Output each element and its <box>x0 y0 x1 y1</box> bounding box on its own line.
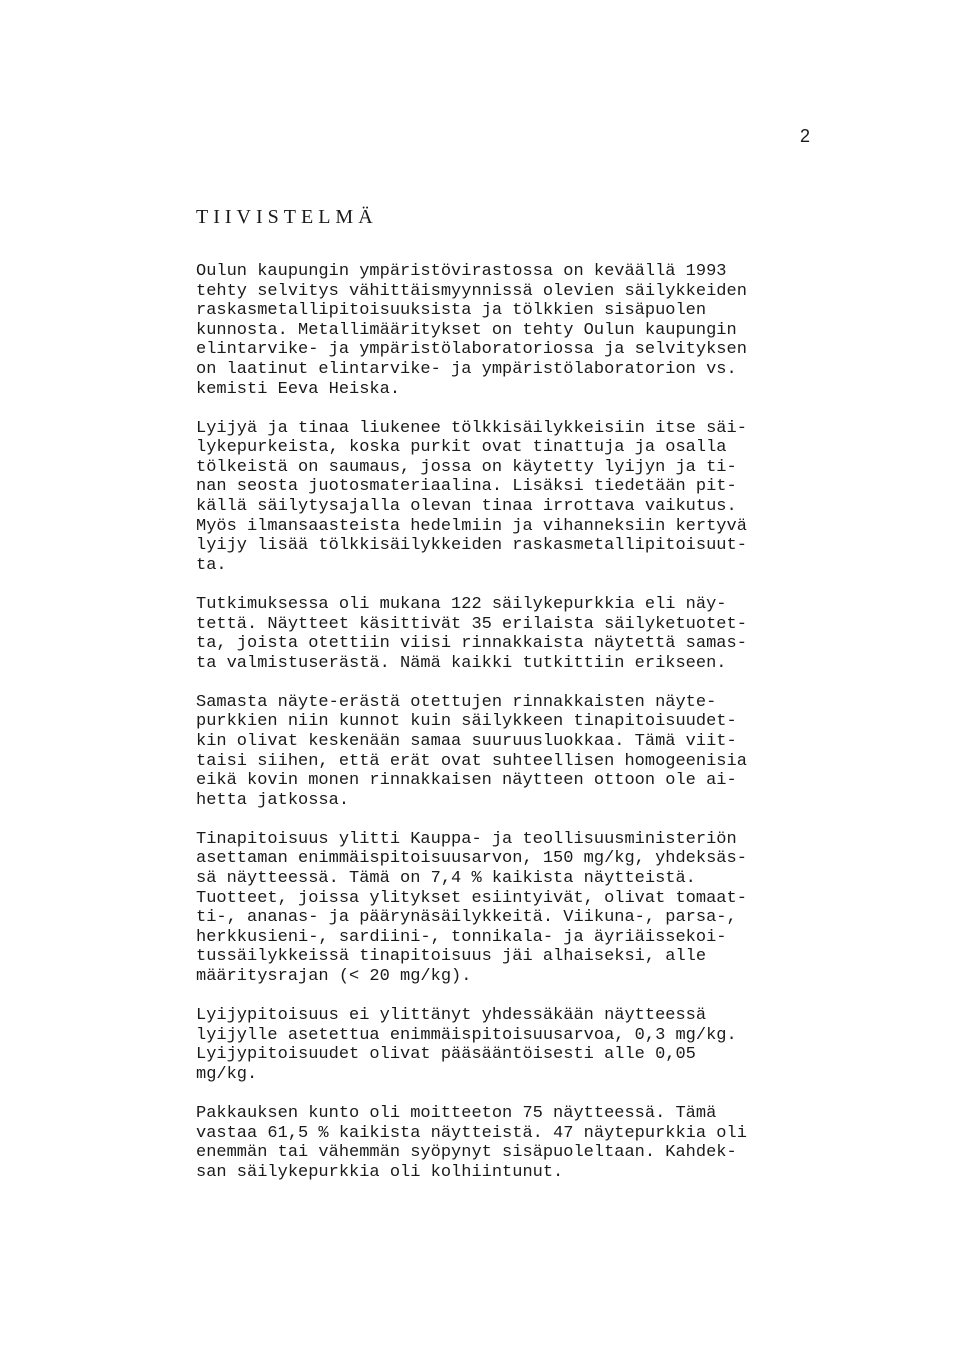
text-line: sä näytteessä. Tämä on 7,4 % kaikista näytteistä. <box>196 869 696 889</box>
text-line: elintarvike- ja ympäristölaboratoriossa ja selvityksen <box>196 340 747 360</box>
text-line: Tutkimuksessa oli mukana 122 säilykepurkkia eli näy- <box>196 594 727 614</box>
text-line: taisi siihen, että erät ovat suhteellisen homogeenisia <box>196 751 747 771</box>
text-line: asettaman enimmäispitoisuusarvon, 150 mg/kg, yhdeksäs- <box>196 849 747 869</box>
text-line: Tinapitoisuus ylitti Kauppa- ja teollisuusministeriön <box>196 829 737 849</box>
text-line: Myös ilmansaasteista hedelmiin ja vihanneksiin kertyvä <box>196 516 747 536</box>
text-line: enemmän tai vähemmän syöpynyt sisäpuoleltaan. Kahdek- <box>196 1143 737 1163</box>
text-line: ta. <box>196 555 227 575</box>
text-line: raskasmetallipitoisuuksista ja tölkkien sisäpuolen <box>196 301 707 321</box>
paragraph-lead-tin <box>196 419 846 576</box>
text-line: tehty selvitys vähittäismyynnissä olevien säilykkeiden <box>196 281 747 301</box>
text-line: san säilykepurkkia oli kolhiintunut. <box>196 1162 564 1182</box>
text-line: kin olivat keskenään samaa suuruusluokkaa. Tämä viit- <box>196 731 737 751</box>
paragraph-lead-content <box>196 1006 846 1084</box>
paragraph-tin-content <box>196 830 846 987</box>
paragraph-samples <box>196 595 846 673</box>
text-line: ti-, ananas- ja päärynäsäilykkeitä. Viikuna-, parsa-, <box>196 908 737 928</box>
text-line: Pakkauksen kunto oli moitteeton 75 näytteessä. Tämä <box>196 1103 717 1123</box>
text-line: Lyijyä ja tinaa liukenee tölkkisäilykkeisiin itse säi- <box>196 418 747 438</box>
text-line: herkkusieni-, sardiini-, tonnikala- ja äyriäissekoi- <box>196 927 727 947</box>
text-line: Samasta näyte-erästä otettujen rinnakkaisten näyte- <box>196 692 717 712</box>
text-line: nan seosta juotosmateriaalina. Lisäksi tiedetään pit- <box>196 477 737 497</box>
text-line: vastaa 61,5 % kaikista näytteistä. 47 näytepurkkia oli <box>196 1123 747 1143</box>
page-number: 2 <box>800 126 811 146</box>
paragraph-homogeneity <box>196 693 846 811</box>
paragraph-packaging-condition <box>196 1104 846 1182</box>
text-line: on laatinut elintarvike- ja ympäristölaboratorion vs. <box>196 359 737 379</box>
text-line: källä säilytysajalla olevan tinaa irrottava vaikutus. <box>196 497 737 517</box>
text-line: Oulun kaupungin ympäristövirastossa on keväällä 1993 <box>196 262 727 281</box>
text-line: eikä kovin monen rinnakkaisen näytteen ottoon ole ai- <box>196 771 737 791</box>
text-line: ta, joista otettiin viisi rinnakkaista näytettä samas- <box>196 634 747 654</box>
text-line: määritysrajan (< 20 mg/kg). <box>196 967 472 986</box>
text-line: hetta jatkossa. <box>196 790 350 810</box>
text-line: tettä. Näytteet käsittivät 35 erilaista säilyketuotet- <box>196 614 747 634</box>
text-line: Lyijypitoisuus ei ylittänyt yhdessäkään näytteessä <box>196 1006 707 1026</box>
body-text <box>196 262 846 1202</box>
text-line: tussäilykkeissä tinapitoisuus jäi alhaiseksi, alle <box>196 947 707 967</box>
text-line: purkkien niin kunnot kuin säilykkeen tinapitoisuudet- <box>196 712 737 732</box>
text-line: Lyijypitoisuudet olivat pääsääntöisesti alle 0,05 <box>196 1045 696 1065</box>
text-line: lyijy lisää tölkkisäilykkeiden raskasmetallipitoisuut- <box>196 536 747 556</box>
text-line: kunnosta. Metallimääritykset on tehty Oulun kaupungin <box>196 320 737 340</box>
text-line: mg/kg. <box>196 1064 258 1084</box>
text-line: lykepurkeista, koska purkit ovat tinattuja ja osalla <box>196 438 727 458</box>
text-line: lyijylle asetettua enimmäispitoisuusarvoa, 0,3 mg/kg. <box>196 1025 737 1045</box>
text-line: kemisti Eeva Heiska. <box>196 379 401 399</box>
section-heading: TIIVISTELMÄ <box>196 206 378 228</box>
text-line: ta valmistuserästä. Nämä kaikki tutkittiin erikseen. <box>196 653 727 673</box>
text-line: tölkeistä on saumaus, jossa on käytetty lyijyn ja ti- <box>196 457 737 477</box>
text-line: Tuotteet, joissa ylitykset esiintyivät, olivat tomaat- <box>196 888 747 908</box>
paragraph-summary-intro <box>196 262 846 399</box>
